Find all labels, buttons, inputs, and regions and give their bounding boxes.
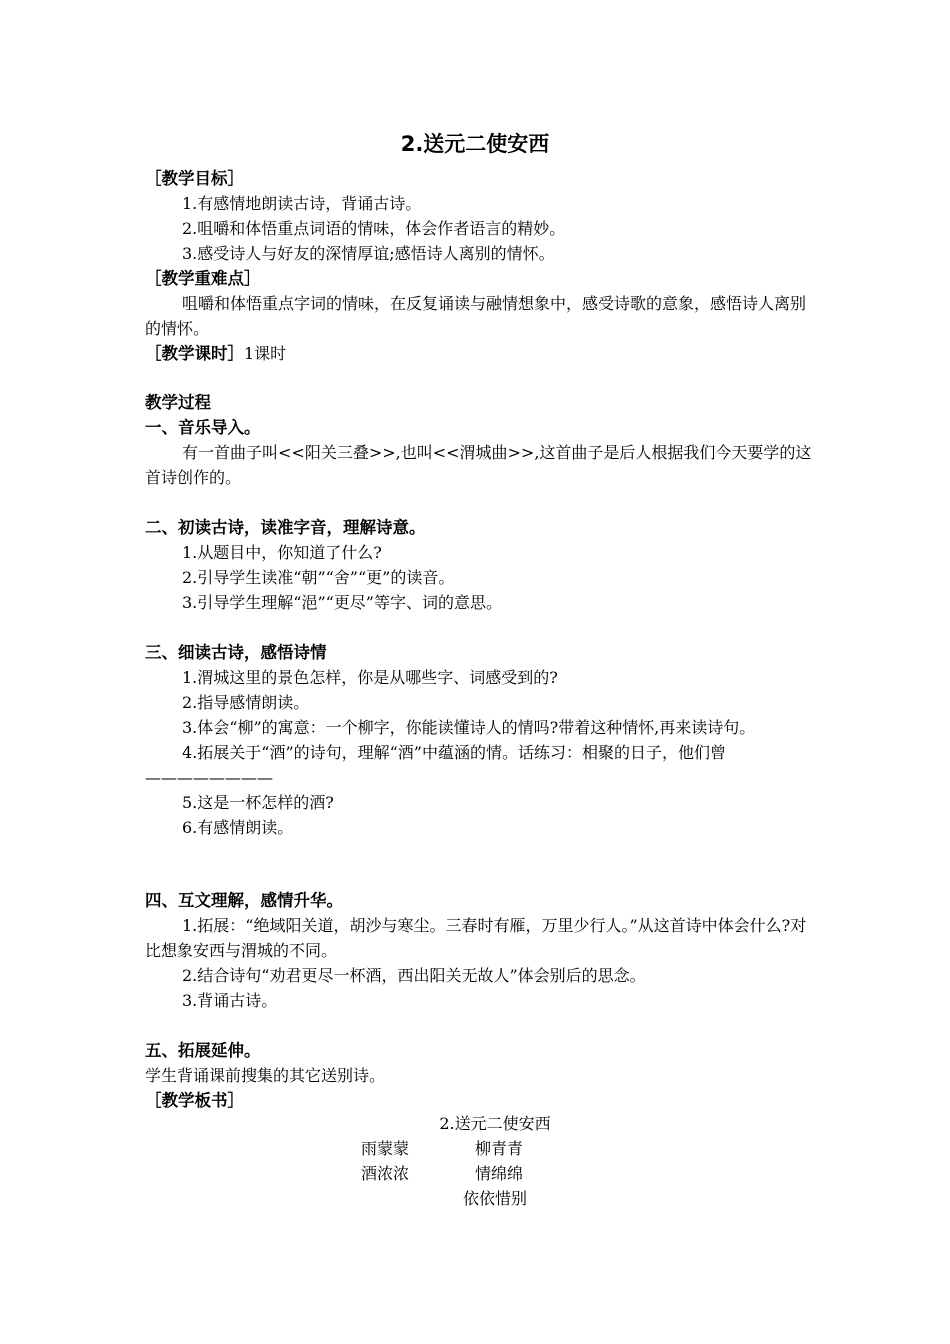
section-5-text: 学生背诵课前搜集的其它送别诗。 [145,1066,386,1085]
document-title: 2.送元二使安西 [400,132,550,156]
section-4-item: 3.背诵古诗。 [182,991,278,1010]
process-heading: 教学过程 [145,393,211,412]
board-conclusion: 依依惜别 [462,1189,527,1208]
hours-line [145,341,813,366]
section-3-item: 1.渭城这里的景色怎样，你是从哪些字、词感受到的? [182,668,558,687]
board-row [0,1161,950,1186]
section-5-heading: 五、拓展延伸。 [145,1041,261,1060]
section-3-item: 4.拓展关于“酒”的诗句，理解“酒”中蕴涵的情。话练习：相聚的日子，他们曾———————— [145,743,726,787]
board-heading: ［教学板书］ [145,1091,244,1110]
board-phrase: 柳青青 [475,1139,524,1158]
section-4-item: 1.拓展：“绝域阳关道，胡沙与寒尘。三春时有雁，万里少行人。”从这首诗中体会什么?对比想象安西与渭城的不同。 [145,916,807,960]
section-3-heading: 三、细读古诗，感悟诗情 [145,643,327,662]
board-phrase: 酒浓浓 [361,1164,410,1183]
section-3-item: 6.有感情朗读。 [182,818,294,837]
objective-item: 1.有感情地朗读古诗，背诵古诗。 [182,194,422,213]
objectives-section [145,166,813,366]
board-title: 2.送元二使安西 [439,1114,551,1133]
process-section [145,390,813,490]
board-phrase: 情绵绵 [475,1164,524,1183]
section-4-item: 2.结合诗句“劝君更尽一杯酒，西出阳关无故人”体会别后的思念。 [182,966,646,985]
section-2 [145,515,813,615]
section-4-heading: 四、互文理解，感情升华。 [145,891,343,910]
section-3-item: 5.这是一杯怎样的酒? [182,793,334,812]
section-1-text: 有一首曲子叫<<阳关三叠>>,也叫<<渭城曲>>,这首曲子是后人根据我们今天要学的这首诗创作的。 [145,443,812,487]
section-2-item: 1.从题目中，你知道了什么? [182,543,382,562]
section-1-heading: 一、音乐导入。 [145,418,261,437]
section-3-item: 3.体会“柳”的寓意：一个柳字，你能读懂诗人的情吗?带着这种情怀,再来读诗句。 [182,718,756,737]
hours-value: 1课时 [244,344,287,363]
blackboard-summary [0,1111,950,1211]
keypoints-text: 咀嚼和体悟重点字词的情味，在反复诵读与融情想象中，感受诗歌的意象，感悟诗人离别的情怀。 [145,294,807,338]
objective-item: 2.咀嚼和体悟重点词语的情味，体会作者语言的精妙。 [182,219,566,238]
section-2-heading: 二、初读古诗，读准字音，理解诗意。 [145,518,426,537]
objectives-heading: ［教学目标］ [145,169,244,188]
board-row [0,1136,950,1161]
section-2-item: 2.引导学生读准“朝”“舍”“更”的读音。 [182,568,455,587]
section-5 [145,1038,813,1113]
objective-item: 3.感受诗人与好友的深情厚谊;感悟诗人离别的情怀。 [182,244,555,263]
keypoints-heading: ［教学重难点］ [145,269,261,288]
section-3 [145,640,813,840]
section-4 [145,888,813,1013]
section-2-item: 3.引导学生理解“浥”“更尽”等字、词的意思。 [182,593,502,612]
section-3-item: 2.指导感情朗读。 [182,693,310,712]
board-phrase: 雨蒙蒙 [361,1139,410,1158]
hours-heading: ［教学课时］ [145,344,244,363]
